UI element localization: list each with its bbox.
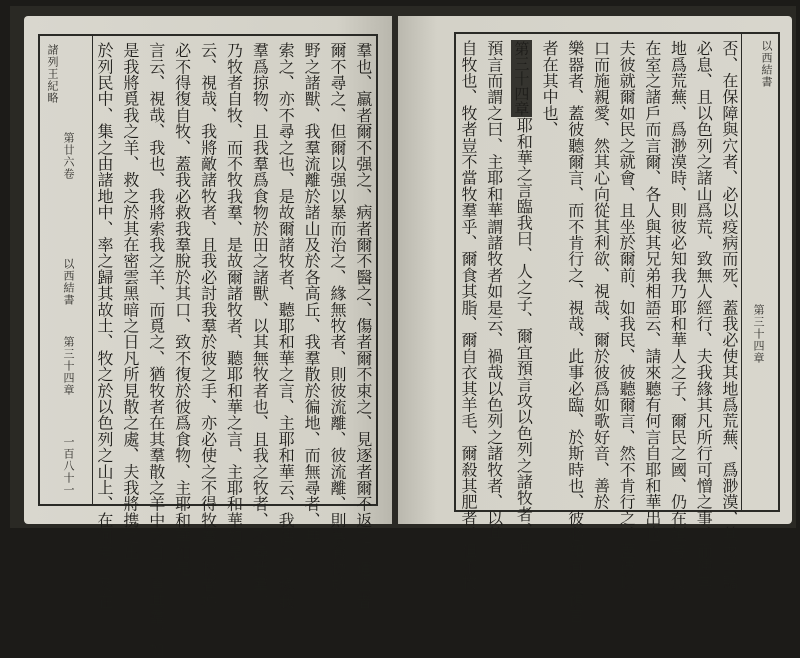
text-column: 野之諸獸、我羣流離於諸山及於各高丘、我羣散於徧地、而無尋者、無 [302,42,322,545]
text-column: 預言而謂之曰、主耶和華謂諸牧者如是云、禍哉以色列之諸牧者、以其 [484,40,504,543]
text-column: 羣也、羸者爾不强之、病者爾不醫之、傷者爾不束之、見逐者爾不返之、遺亡者 [353,42,373,609]
left-text-columns [95,42,373,658]
chapter-heading-marker: 第三十四章 [512,41,531,116]
text-column: 在室之諸戶而言爾、各人與其兄弟相語云、請來聽有何言自耶和華出也、 [642,40,662,559]
text-column: 乃牧者自牧、而不牧我羣、是故爾諸牧者、聽耶和華之言、主耶和華如是 [224,42,244,561]
text-column: 羣爲掠物、且我羣爲食物於田之諸獸、以其無牧者也、且我之牧者、不尋我羣、 [250,42,270,609]
text-column: 言云、視哉、我也、我將索我之羊、而覓之、猶牧者在其羣散之羊中之日、覓其羣、如 [146,42,166,658]
text-column: 樂器者、蓋彼聽爾言、而不肯行之、視哉、此事必臨、於斯時也、彼必知有一預言 [565,40,585,624]
text-column: 者在其中也、 [540,40,560,138]
left-margin-title: 諸列王紀略 [46,44,59,104]
text-column: 必息、且以色列之諸山爲荒、致無人經行、夫我緣其凡所行可憎之事、而使其 [694,40,714,591]
right-margin-rule [741,34,742,510]
text-column: 必不得復自牧、蓋我必救我羣脫於其口、致不復於彼爲食物、主耶和華如是 [172,42,192,577]
text-column: 是我將覓我之羊、救之於其在密雲黑暗之日凡所見散之處、夫我將携之出 [120,42,140,561]
text-column: 爾不尋之、但爾以强以暴而治之、緣無牧者、則彼流離、彼流離、則爲食物於 [328,42,348,593]
text-column: 夫彼就爾如民之就會、且坐於爾前、如我民、彼聽爾言、然不肯行之、蓋彼以 [617,40,637,591]
text-column: 地爲荒蕪、爲渺漠時、則彼必知我乃耶和華人之子、爾民之國、仍在垣旁、及 [668,40,688,591]
right-margin-chapter: 第三十四章 [752,304,765,364]
left-page-frame [38,34,378,658]
right-page-frame [454,32,780,624]
open-book [10,6,796,658]
right-margin-title: 以西結書 [760,40,773,88]
right-text-columns [459,40,739,624]
left-margin-publisher: 以西結書 [62,258,75,306]
text-column: 自牧也、牧者豈不當牧羣乎、爾食其脂、爾自衣其羊毛、爾殺其肥者、但不牧 [459,40,478,591]
left-margin-volume: 第廿六卷 [62,132,75,180]
text-column: 索之、亦不尋之也、是故爾諸牧者、聽耶和華之言、主耶和華云、我活也、緣我 [276,42,296,609]
text-column: 口而施親愛、然其心向從其利欲、視哉、爾於彼爲如歌好音、善於 [591,40,611,510]
left-margin-page-number: 一百八十一 [62,436,75,496]
right-page [398,16,792,624]
text-column: 否、在保障與穴者、必以疫病而死、蓋我必使其地爲荒蕪、爲渺漠、其力之驕 [719,40,739,591]
section-start-column [511,40,534,555]
text-column: 於列民中、集之由諸地中、率之歸其故土、牧之於以色列之山上、在河旁、及在 [95,42,114,609]
left-page [24,16,392,658]
left-margin-rule [92,36,93,504]
text-column: 云、視哉、我將敵諸牧者、且我必討我羣於彼之手、亦必使之不得牧羣、牧者亦 [198,42,218,609]
left-margin-chapter: 第三十四章 [62,336,75,396]
text-column: 耶和華之言臨我曰、人之子、爾宜預言攻以色列之諸牧者、宜 [514,117,534,555]
